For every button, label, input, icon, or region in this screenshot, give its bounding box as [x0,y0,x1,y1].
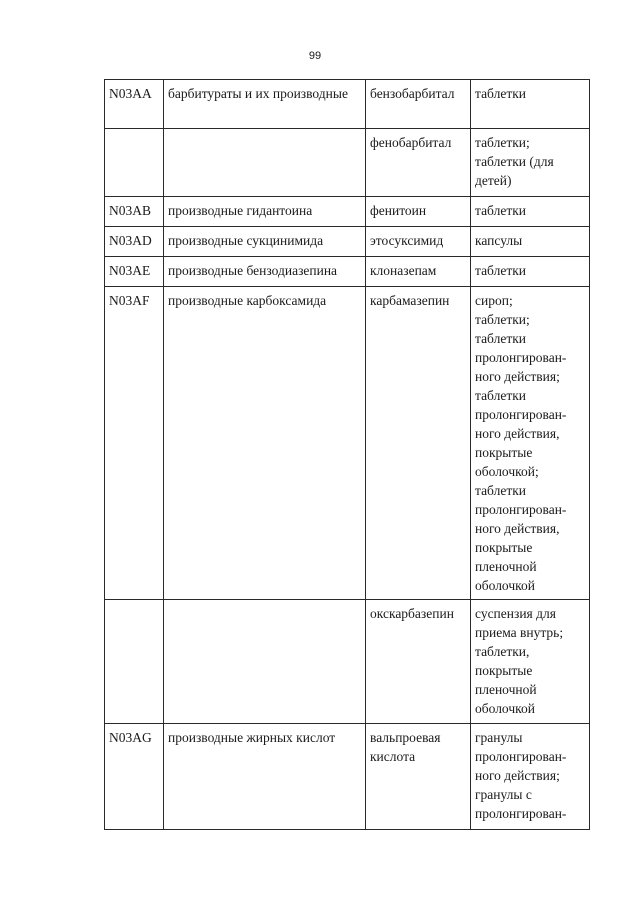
group-cell [164,600,366,724]
table-row [105,129,590,197]
atc-code-cell: N03AD [105,227,164,257]
group-cell [164,129,366,197]
dosage-forms-cell: таблетки; таблетки (для детей) [471,129,590,197]
atc-code-cell [105,600,164,724]
drug-name-cell: фенитоин [366,197,471,227]
drug-name-cell: бензобарбитал [366,80,471,129]
drug-table [104,79,590,830]
dosage-forms-cell: таблетки [471,257,590,287]
dosage-forms-cell: капсулы [471,227,590,257]
drug-name-cell: этосуксимид [366,227,471,257]
page-number: 99 [308,50,322,62]
atc-code-cell: N03AB [105,197,164,227]
group-cell: производные бензодиазепина [164,257,366,287]
dosage-forms-cell: гранулы пролонгирован- ного действия; гранулы с пролонгирован- [471,724,590,830]
drug-name-cell: вальпроевая кислота [366,724,471,830]
dosage-forms-cell: таблетки [471,80,590,129]
atc-code-cell: N03AF [105,287,164,600]
table-row [105,600,590,724]
table-body [105,80,590,830]
drug-name-cell: клоназепам [366,257,471,287]
atc-code-cell: N03AE [105,257,164,287]
drug-name-cell: окскарбазепин [366,600,471,724]
dosage-forms-cell: суспензия для приема внутрь; таблетки, покрытые пленочной оболочкой [471,600,590,724]
dosage-forms-cell: таблетки [471,197,590,227]
drug-name-cell: фенобарбитал [366,129,471,197]
group-cell: барбитураты и их производные [164,80,366,129]
atc-code-cell [105,129,164,197]
group-cell: производные гидантоина [164,197,366,227]
atc-code-cell: N03AG [105,724,164,830]
dosage-forms-cell: сироп; таблетки; таблетки пролонгирован- ного действия; таблетки пролонгирован- ного действия, покрытые оболочкой; таблетки пролонгирован- ного действия, покрытые пленочной оболочкой [471,287,590,600]
group-cell: производные жирных кислот [164,724,366,830]
table-row [105,257,590,287]
drug-name-cell: карбамазепин [366,287,471,600]
table-row [105,227,590,257]
table-row [105,724,590,830]
table-row [105,197,590,227]
table-row [105,287,590,600]
table-row [105,80,590,129]
atc-code-cell: N03AA [105,80,164,129]
group-cell: производные сукцинимида [164,227,366,257]
group-cell: производные карбоксамида [164,287,366,600]
